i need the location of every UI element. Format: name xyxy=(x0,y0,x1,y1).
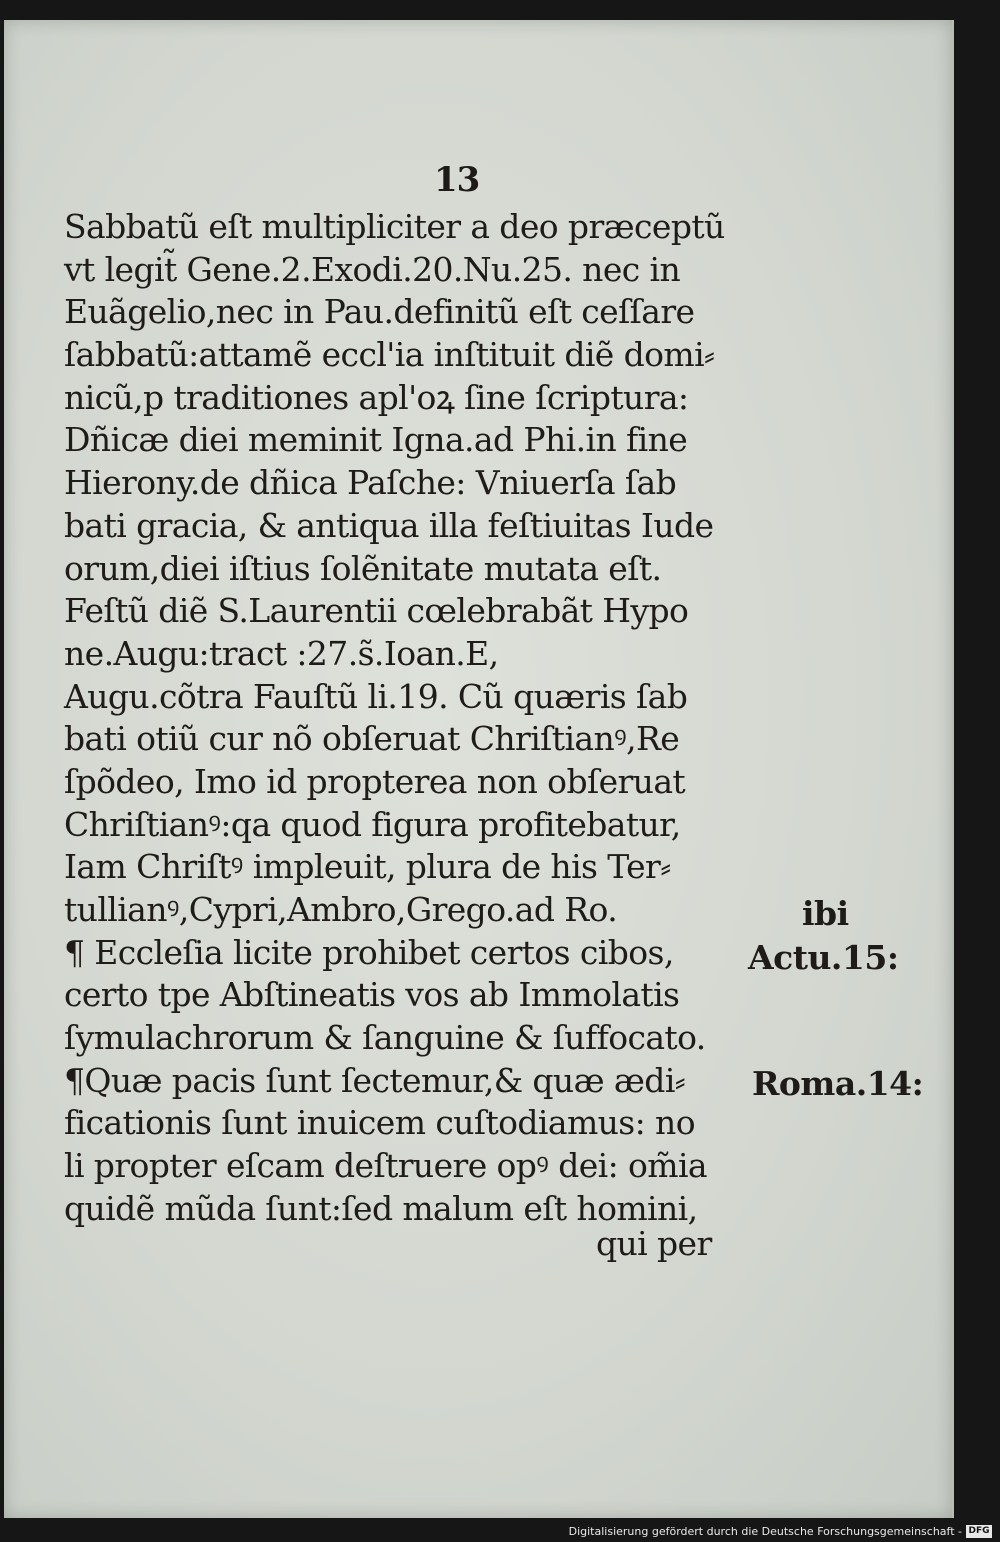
text-line: bati gracia, & antiqua illa feſtiuitas Iude xyxy=(64,505,714,545)
text-line: ficationis ſunt inuicem cuſtodiamus: no xyxy=(64,1103,695,1143)
text-line: vt legit̃ Gene.2.Exodi.20.Nu.25. nec in xyxy=(64,249,681,289)
text-line: tullianꝰ,Cypri,Ambro,Grego.ad Ro. xyxy=(64,890,618,929)
text-line: certo tpe Abſtineatis vos ab Immolatis xyxy=(64,975,680,1015)
dfg-logo-icon: DFG xyxy=(966,1525,992,1538)
text-line: ſabbatũ:attamẽ eccl'ia inſtituit diẽ domi⸗ xyxy=(64,335,715,375)
text-line: Hierony.de dñica Paſche: Vniuerſa ſab xyxy=(64,463,677,503)
text-line: ſpõdeo, Imo id propterea non obſeruat xyxy=(64,761,686,801)
text-line: Augu.cõtra Fauſtũ li.19. Cũ quæris ſab xyxy=(64,676,688,716)
body-text xyxy=(64,206,754,1231)
text-line: ſymulachrorum & ſanguine & ſuffocato. xyxy=(64,1018,706,1058)
catchword: qui per xyxy=(596,1224,712,1263)
text-line: Chriſtianꝰ:qa quod figura profitebatur, xyxy=(64,804,681,844)
digitization-credit: Digitalisierung gefördert durch die Deutsche Forschungsgemeinschaft - xyxy=(568,1525,962,1538)
text-line: ¶ Eccleſia licite prohibet certos cibos, xyxy=(64,932,674,972)
text-line: ¶Quæ pacis ſunt ſectemur,& quæ ædi⸗ xyxy=(64,1060,686,1100)
text-line: orum,diei iſtius ſolẽnitate mutata eſt. xyxy=(64,548,662,588)
text-line: Sabbatũ eſt multipliciter a deo præceptũ xyxy=(64,207,725,246)
text-line: nicũ,p traditiones apl'oꝝ ſine ſcriptura: xyxy=(64,377,689,417)
margin-note-roma: Roma.14: xyxy=(752,1064,924,1103)
text-line: Euãgelio,nec in Pau.definitũ eſt ceſſare xyxy=(64,292,695,332)
margin-note-actu: Actu.15: xyxy=(748,938,899,977)
text-line: ne.Augu:tract :27.s̃.Ioan.E, xyxy=(64,633,499,673)
page-number: 13 xyxy=(434,160,480,200)
margin-note-ibi: ibi xyxy=(802,894,849,933)
book-page xyxy=(4,20,954,1518)
text-line: Dñicæ diei meminit Igna.ad Phi.in fine xyxy=(64,420,688,460)
text-line: bati otiũ cur nõ obſeruat Chriſtianꝰ,Re xyxy=(64,719,680,759)
text-line: Iam Chriſtꝰ impleuit, plura de his Ter⸗ xyxy=(64,847,671,887)
text-line: Feſtũ diẽ S.Laurentii cœlebrabãt Hypo xyxy=(64,591,689,631)
text-line: li propter eſcam deſtruere opꝰ dei: om̃ia xyxy=(64,1146,707,1186)
text-line: quidẽ mũda ſunt:ſed malum eſt homini, xyxy=(64,1188,698,1228)
